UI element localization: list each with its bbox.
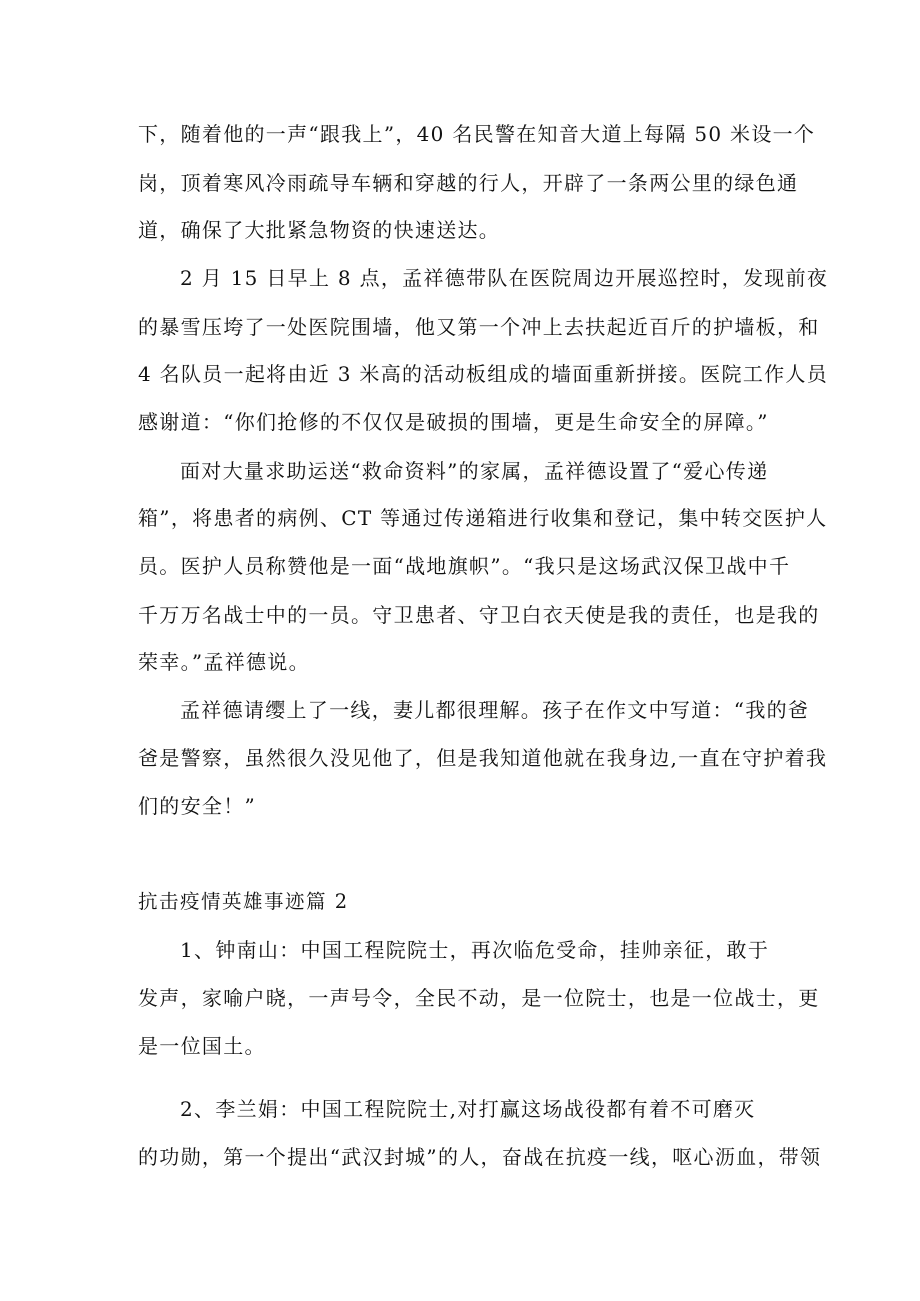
paragraph-line: 箱”，将患者的病例、CT 等通过传递箱进行收集和登记，集中转交医护人 — [138, 506, 828, 530]
list-item-line: 发声，家喻户晓，一声号令，全民不动，是一位院士，也是一位战士，更 — [138, 986, 820, 1010]
paragraph-line: 的暴雪压垮了一处医院围墙，他又第一个冲上去扶起近百斤的护墙板，和 — [138, 315, 820, 339]
paragraph-line: 道，确保了大批紧急物资的快速送达。 — [138, 218, 501, 242]
paragraph-line: 荣幸。”孟祥德说。 — [138, 650, 310, 674]
list-item-line: 是一位国土。 — [138, 1034, 266, 1058]
paragraph-line: 孟祥德请缨上了一线，妻儿都很理解。孩子在作文中写道：“我的爸 — [180, 698, 810, 722]
paragraph-line: 们的安全！” — [138, 794, 257, 818]
paragraph-line: 爸是警察，虽然很久没见他了，但是我知道他就在我身边,一直在守护着我 — [138, 746, 828, 770]
section-title: 抗击疫情英雄事迹篇 2 — [138, 890, 349, 913]
paragraph-line: 千万万名战士中的一员。守卫患者、守卫白衣天使是我的责任，也是我的 — [138, 603, 820, 627]
paragraph-line: 4 名队员一起将由近 3 米高的活动板组成的墙面重新拼接。医院工作人员 — [138, 362, 829, 386]
paragraph-line: 2 月 15 日早上 8 点，孟祥德带队在医院周边开展巡控时，发现前夜 — [180, 266, 829, 290]
list-item-line: 1、钟南山：中国工程院院士，再次临危受命，挂帅亲征，敢于 — [180, 938, 770, 962]
paragraph-line: 岗，顶着寒风冷雨疏导车辆和穿越的行人，开辟了一条两公里的绿色通 — [138, 171, 799, 195]
list-item-line: 2、李兰娟：中国工程院院士,对打赢这场战役都有着不可磨灭 — [180, 1097, 756, 1121]
paragraph-line: 下，随着他的一声“跟我上”，40 名民警在知音大道上每隔 50 米设一个 — [138, 122, 816, 146]
paragraph-line: 感谢道：“你们抢修的不仅仅是破损的围墙，更是生命安全的屏障。” — [138, 410, 769, 434]
list-item-line: 的功勋，第一个提出“武汉封城”的人，奋战在抗疫一线，呕心沥血，带领 — [138, 1145, 822, 1169]
paragraph-line: 员。医护人员称赞他是一面“战地旗帜”。“我只是这场武汉保卫战中千 — [138, 554, 791, 578]
paragraph-line: 面对大量求助运送“救命资料”的家属，孟祥德设置了“爱心传递 — [180, 459, 769, 483]
